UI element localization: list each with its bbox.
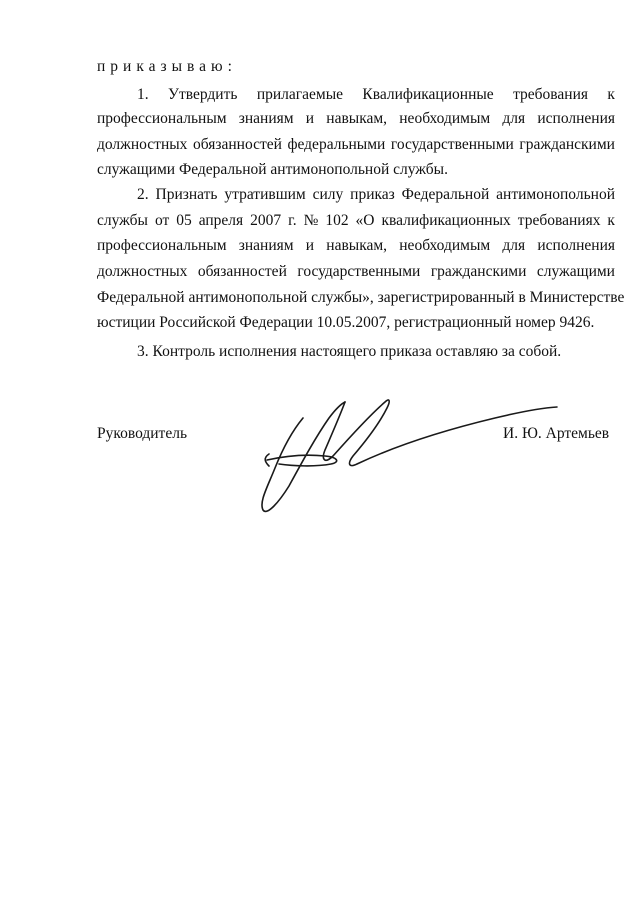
- word: утратившим: [224, 186, 306, 203]
- item1-line4: служащими Федеральной антимонопольной службы.: [97, 161, 448, 178]
- word: 2007: [250, 212, 282, 229]
- word: 05: [176, 212, 192, 229]
- item2-line1: [137, 186, 615, 204]
- word: силу: [312, 186, 344, 203]
- word: профессиональным: [97, 237, 227, 254]
- word: государственными: [297, 263, 421, 280]
- word: для: [502, 237, 526, 254]
- word: 1.: [137, 86, 149, 103]
- item1-line1: [137, 86, 615, 104]
- word: обязанностей: [197, 263, 287, 280]
- word: гражданскими: [430, 263, 527, 280]
- item2-line2: [97, 212, 615, 230]
- word: служащими: [536, 263, 615, 280]
- word: должностных: [97, 263, 188, 280]
- word: Квалификационные: [362, 86, 494, 103]
- signer-name: И. Ю. Артемьев: [503, 425, 610, 442]
- word: федеральными: [287, 136, 386, 153]
- word: исполнения: [537, 237, 615, 254]
- signer-title: Руководитель: [97, 425, 188, 442]
- item2-line5: Федеральной антимонопольной службы», зарегистрированный в Министерстве: [97, 289, 625, 306]
- opening-word: приказываю:: [97, 58, 237, 75]
- word: и: [305, 110, 315, 127]
- word: прилагаемые: [256, 86, 344, 103]
- word: и: [305, 237, 315, 254]
- word: знаниям: [238, 110, 294, 127]
- item2-line4: [97, 263, 615, 281]
- word: №: [303, 212, 319, 229]
- word: службы: [97, 212, 148, 229]
- word: гражданскими: [519, 136, 615, 153]
- word: Признать: [155, 186, 218, 203]
- word: квалификационных: [381, 212, 511, 229]
- word: для: [502, 110, 526, 127]
- word: требованиях: [517, 212, 601, 229]
- word: 102: [325, 212, 349, 229]
- word: навыкам,: [326, 110, 388, 127]
- word: антимонопольной: [496, 186, 615, 203]
- word: знаниям: [238, 237, 294, 254]
- item2-line6: юстиции Российской Федерации 10.05.2007, регистрационный номер 9426.: [97, 314, 595, 331]
- word: к: [607, 212, 615, 229]
- handwritten-signature: [245, 390, 565, 530]
- word: государственными: [390, 136, 514, 153]
- word: г.: [288, 212, 297, 229]
- word: апреля: [198, 212, 244, 229]
- word: к: [607, 86, 615, 103]
- word: исполнения: [537, 110, 615, 127]
- word: обязанностей: [192, 136, 282, 153]
- item3-line: 3. Контроль исполнения настоящего приказа оставляю за собой.: [137, 343, 562, 360]
- word: Федеральной: [401, 186, 490, 203]
- item2-line3: [97, 237, 615, 255]
- item1-line3: [97, 136, 615, 154]
- word: 2.: [137, 186, 149, 203]
- word: необходимым: [399, 110, 491, 127]
- word: необходимым: [399, 237, 491, 254]
- word: профессиональным: [97, 110, 227, 127]
- word: должностных: [97, 136, 188, 153]
- word: «О: [355, 212, 375, 229]
- word: навыкам,: [326, 237, 388, 254]
- word: требования: [513, 86, 589, 103]
- word: Утвердить: [168, 86, 238, 103]
- word: от: [154, 212, 170, 229]
- word: приказ: [350, 186, 395, 203]
- item1-line2: [97, 110, 615, 128]
